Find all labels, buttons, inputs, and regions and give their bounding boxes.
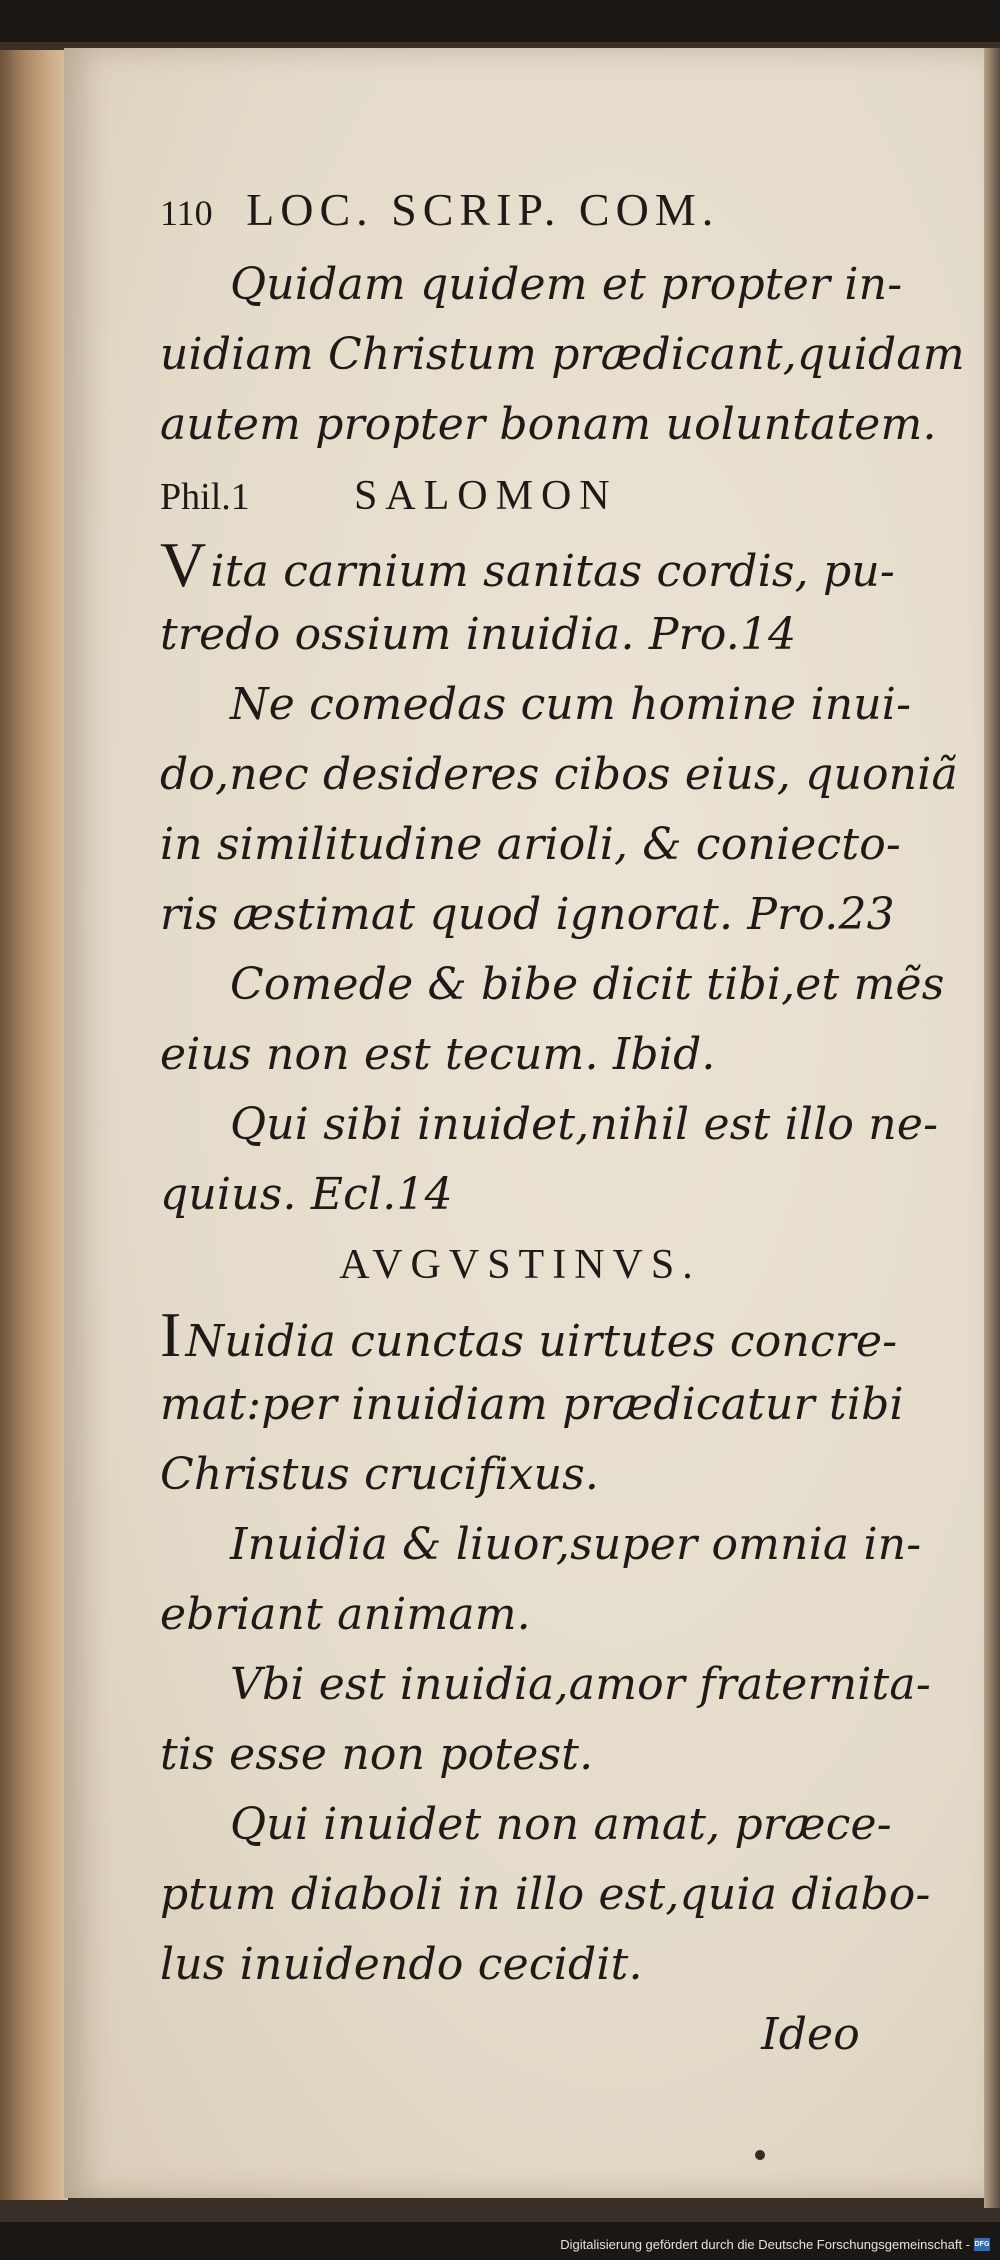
text-line: ebriant animam.: [160, 1589, 531, 1640]
text-line: tredo ossium inuidia. Pro.14: [160, 609, 797, 660]
text-line: Qui inuidet non amat, præce-: [230, 1799, 892, 1850]
section-heading-salomon: [160, 460, 880, 530]
catchword: Ideo: [761, 2009, 860, 2060]
text-line: Quidam quidem et propter in-: [230, 259, 903, 310]
text-line: tis esse non potest.: [160, 1729, 594, 1780]
page-edge-left: [0, 50, 68, 2200]
page-text: [160, 170, 965, 2070]
initial-letter: I: [160, 1299, 182, 1370]
text-line: lus inuidendo cecidit.: [160, 1939, 643, 1990]
text-line: [160, 529, 895, 600]
dfg-logo-icon: DFG: [974, 2238, 990, 2251]
text-line: Vbi est inuidia,amor fraternita-: [230, 1659, 931, 1710]
text-line: ptum diaboli in illo est,quia diabo-: [160, 1869, 931, 1920]
digitization-footer: [560, 2232, 990, 2256]
line-text: ita carnium sanitas cordis, pu-: [210, 546, 895, 597]
line-text: Nuidia cunctas uirtutes concre-: [185, 1316, 898, 1367]
text-line: quius. Ecl.14: [160, 1169, 453, 1220]
text-line: autem propter bonam uoluntatem.: [160, 399, 937, 450]
text-line: do,nec desideres cibos eius, quoniã: [160, 749, 958, 800]
text-line: eius non est tecum. Ibid.: [160, 1029, 716, 1080]
running-title: LOC. SCRIP. COM.: [246, 184, 720, 235]
text-line: Comede & bibe dicit tibi,et mẽs: [230, 959, 945, 1010]
text-line: mat:per inuidiam prædicatur tibi: [160, 1379, 904, 1430]
text-line: Inuidia & liuor,super omnia in-: [230, 1519, 922, 1570]
text-line: [160, 1299, 898, 1370]
text-line: ris æstimat quod ignorat. Pro.23: [160, 889, 895, 940]
author-name: SALOMON: [353, 473, 618, 519]
text-line: uidiam Christum prædicant,quidam: [160, 329, 965, 380]
initial-letter: V: [160, 529, 207, 600]
text-line: Qui sibi inuidet,nihil est illo ne-: [230, 1099, 939, 1150]
section-heading-augustinus: AVGVSTINVS.: [339, 1242, 701, 1288]
reference: Phil.1: [160, 476, 250, 518]
running-header: [160, 170, 880, 250]
page-number: 110: [160, 193, 213, 233]
text-line: Ne comedas cum homine inui-: [230, 679, 912, 730]
ink-spot: [755, 2150, 765, 2160]
page-edge-right: [984, 48, 1000, 2208]
text-line: Christus crucifixus.: [160, 1449, 600, 1500]
footer-text: Digitalisierung gefördert durch die Deutsche Forschungsgemeinschaft -: [560, 2236, 970, 2252]
text-line: in similitudine arioli, & coniecto-: [160, 819, 901, 870]
